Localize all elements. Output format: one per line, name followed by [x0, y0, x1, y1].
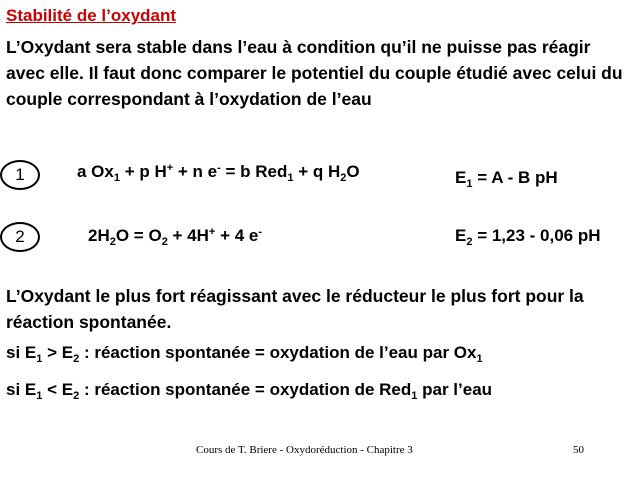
conclusion-paragraph: L’Oxydant le plus fort réagissant avec le réducteur le plus fort pour la réaction spontanée.	[6, 286, 584, 332]
equation-1: a $Ox_1 + p$ H+ + n e- = b Red$_1$ + q $H_2O$	[77, 162, 360, 184]
potential-1: $E_1 = A - B$ pH	[455, 168, 558, 190]
potential-2: $E_2 = 1,23 - 0,06$ pH	[455, 226, 601, 248]
slide-title: Stabilité de l’oxydant	[6, 6, 177, 25]
equation-number-2: 2	[0, 222, 40, 252]
equation-2: $2H_2O = O_2 + 4H^+ + 4$ e-	[88, 226, 263, 248]
condition-2: si $E_1 < E_2$ : réaction spontanée = oxydation de Red$_1$ par l’eau	[6, 380, 493, 402]
footer-text: Cours de T. Briere - Oxydoréduction - Chapitre 3	[196, 444, 413, 456]
equation-number-1: 1	[0, 160, 40, 190]
condition-1: si $E_1 > E_2$ : réaction spontanée = oxydation de l’eau par $Ox_1$	[6, 343, 483, 365]
page-number: 50	[573, 444, 584, 456]
intro-paragraph: L’Oxydant sera stable dans l’eau à condition qu’il ne puisse pas réagir avec elle. Il faut donc comparer le potentiel du couple étudié avec celui du couple correspondant à l’oxydation de l’eau	[6, 37, 623, 109]
